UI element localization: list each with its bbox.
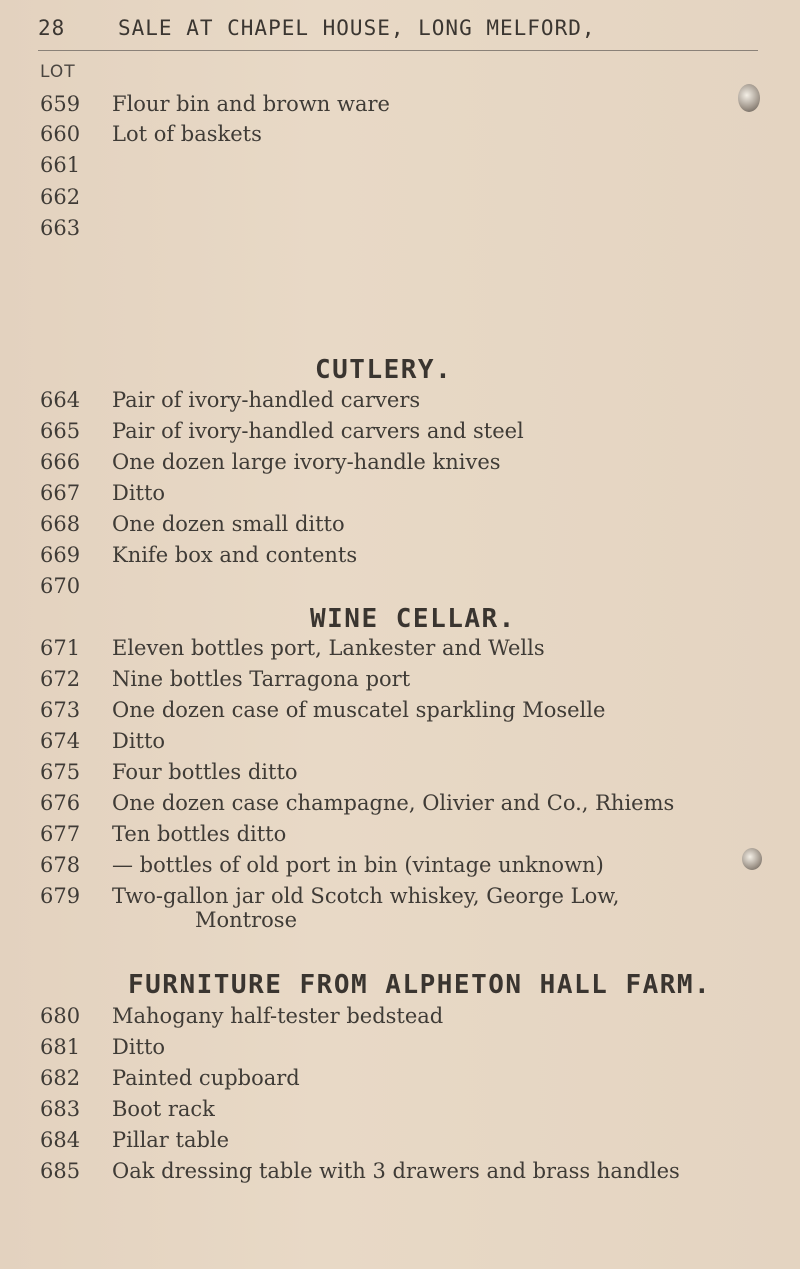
lot-description: Knife box and contents [112, 543, 358, 567]
lot-description: One dozen large ivory-handle knives [112, 450, 501, 474]
lot-number: 677 [40, 822, 81, 846]
lot-description: Ditto [112, 481, 166, 505]
lot-description: Pillar table [112, 1128, 230, 1152]
lot-number: 670 [40, 574, 81, 598]
lot-number: 678 [40, 853, 81, 877]
lot-description: One dozen case of muscatel sparkling Moselle [112, 698, 606, 722]
lot-description: Four bottles ditto [112, 760, 298, 784]
lot-number: 667 [40, 481, 81, 505]
lot-description: Two-gallon jar old Scotch whiskey, George Low, [112, 884, 620, 908]
lot-description: One dozen small ditto [112, 512, 345, 536]
lot-description: Nine bottles Tarragona port [112, 667, 411, 691]
header-rule [38, 50, 758, 51]
lot-number: 684 [40, 1128, 81, 1152]
lot-number: 660 [40, 122, 81, 146]
lot-description: Boot rack [112, 1097, 215, 1121]
lot-number: 679 [40, 884, 81, 908]
lot-number: 672 [40, 667, 81, 691]
lot-number: 675 [40, 760, 81, 784]
lot-number: 685 [40, 1159, 81, 1183]
running-title: SALE AT CHAPEL HOUSE, LONG MELFORD, [118, 16, 596, 40]
lot-number: 671 [40, 636, 81, 660]
lot-number: 674 [40, 729, 81, 753]
lot-description: Pair of ivory-handled carvers [112, 388, 421, 412]
lot-number: 666 [40, 450, 81, 474]
lot-number: 668 [40, 512, 81, 536]
lot-number: 662 [40, 185, 81, 209]
lot-number: 664 [40, 388, 81, 412]
lot-number: 683 [40, 1097, 81, 1121]
page-header [38, 10, 758, 50]
page-number: 28 [38, 16, 66, 40]
lot-description: One dozen case champagne, Olivier and Co., Rhiems [112, 791, 675, 815]
lot-number: 669 [40, 543, 81, 567]
lot-description: Painted cupboard [112, 1066, 300, 1090]
lot-description: Ditto [112, 729, 166, 753]
lot-number: 665 [40, 419, 81, 443]
lot-description: Oak dressing table with 3 drawers and brass handles [112, 1159, 680, 1183]
lot-description: Pair of ivory-handled carvers and steel [112, 419, 524, 443]
lot-description: Ditto [112, 1035, 166, 1059]
lot-description: Flour bin and brown ware [112, 92, 390, 116]
lot-description-continuation: Montrose [195, 908, 297, 932]
lot-number: 663 [40, 216, 81, 240]
lot-number: 659 [40, 92, 81, 116]
lot-number: 673 [40, 698, 81, 722]
lot-number: 681 [40, 1035, 81, 1059]
ink-blot-icon [738, 84, 760, 112]
ink-blot-icon [742, 848, 762, 870]
lot-number: 682 [40, 1066, 81, 1090]
lot-description: Eleven bottles port, Lankester and Wells [112, 636, 545, 660]
lot-column-heading: LOT [40, 62, 76, 82]
lot-description: Lot of baskets [112, 122, 262, 146]
lot-number: 676 [40, 791, 81, 815]
section-title-wine-cellar: WINE CELLAR. [310, 604, 516, 634]
lot-number: 680 [40, 1004, 81, 1028]
lot-description: Mahogany half-tester bedstead [112, 1004, 444, 1028]
section-title-furniture: FURNITURE FROM ALPHETON HALL FARM. [128, 970, 712, 1000]
section-title-cutlery: CUTLERY. [315, 355, 453, 385]
lot-description: Ten bottles ditto [112, 822, 287, 846]
lot-number: 661 [40, 153, 81, 177]
lot-description: — bottles of old port in bin (vintage unknown) [112, 853, 604, 877]
